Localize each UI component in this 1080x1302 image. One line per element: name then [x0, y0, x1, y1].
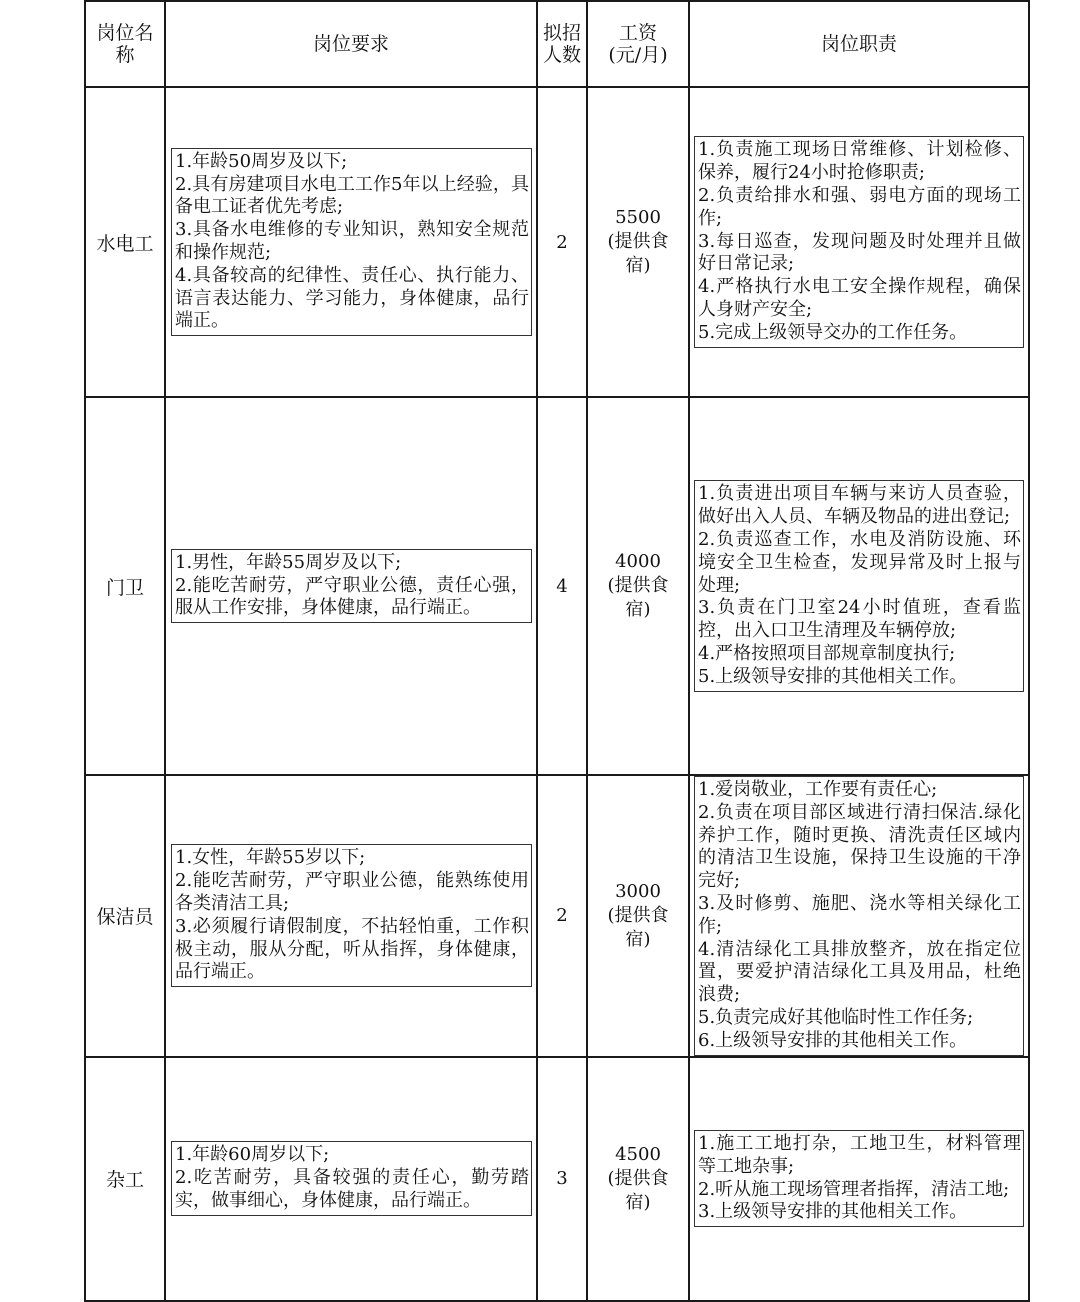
salary-value: 4000	[615, 551, 661, 572]
job-table-container	[84, 0, 1028, 1296]
cell-duties	[689, 87, 1029, 397]
salary-note: (提供食 宿)	[607, 1167, 669, 1213]
cell-count: 2	[537, 87, 587, 397]
header-requirements: 岗位要求	[165, 1, 537, 87]
header-salary: 工资 (元/月)	[587, 1, 689, 87]
cell-salary	[587, 775, 689, 1057]
salary-value: 5500	[615, 207, 661, 228]
duties-text: 1.爱岗敬业，工作要有责任心; 2.负责在项目部区域进行清扫保洁.绿化养护工作，随时更换、清洗责任区域内的清洁卫生设施，保持卫生设施的干净完好; 3.及时修剪、施肥、浇水等相关绿化工作; 4.清洁绿化工具排放整齐，放在指定位置，要爱护清洁绿化工具及用品，杜绝浪费; 5.负责完成好其他临时性工作任务; 6.上级领导安排的其他相关工作。	[694, 776, 1024, 1056]
duties-text: 1.施工工地打杂，工地卫生，材料管理等工地杂事; 2.听从施工现场管理者指挥，清洁工地; 3.上级领导安排的其他相关工作。	[694, 1130, 1024, 1227]
header-name: 岗位名 称	[85, 1, 165, 87]
requirements-text: 1.年龄60周岁以下; 2.吃苦耐劳，具备较强的责任心，勤劳踏实，做事细心，身体健康，品行端正。	[171, 1141, 532, 1215]
table-row	[85, 397, 1029, 775]
cell-count: 4	[537, 397, 587, 775]
duties-text: 1.负责施工现场日常维修、计划检修、保养，履行24小时抢修职责; 2.负责给排水和强、弱电方面的现场工作; 3.每日巡查，发现问题及时处理并且做好日常记录; 4.严格执行水电工安全操作规程，确保人身财产安全; 5.完成上级领导交办的工作任务。	[694, 136, 1024, 347]
header-duties: 岗位职责	[689, 1, 1029, 87]
duties-text: 1.负责进出项目车辆与来访人员查验，做好出入人员、车辆及物品的进出登记; 2.负责巡查工作，水电及消防设施、环境安全卫生检查，发现异常及时上报与处理; 3.负责在门卫室24小时值班，查看监控，出入口卫生清理及车辆停放; 4.严格按照项目部规章制度执行; 5.上级领导安排的其他相关工作。	[694, 480, 1024, 691]
cell-count: 2	[537, 775, 587, 1057]
cell-duties	[689, 397, 1029, 775]
cell-duties	[689, 775, 1029, 1057]
salary-note: (提供食 宿)	[607, 231, 669, 276]
cell-salary	[587, 1057, 689, 1301]
cell-requirements	[165, 87, 537, 397]
table-row	[85, 1057, 1029, 1301]
cell-requirements	[165, 397, 537, 775]
cell-requirements	[165, 1057, 537, 1301]
job-table	[84, 0, 1030, 1302]
table-row	[85, 775, 1029, 1057]
cell-name: 门卫	[85, 397, 165, 775]
salary-value: 3000	[615, 880, 661, 902]
table-row	[85, 87, 1029, 397]
cell-requirements	[165, 775, 537, 1057]
requirements-text: 1.女性，年龄55岁以下; 2.能吃苦耐劳，严守职业公德，能熟练使用各类清洁工具; 3.必须履行请假制度，不拈轻怕重，工作积极主动，服从分配，听从指挥，身体健康，品行端正。	[171, 844, 532, 987]
salary-note: (提供食 宿)	[607, 904, 669, 950]
requirements-text: 1.年龄50周岁及以下; 2.具有房建项目水电工工作5年以上经验，具备电工证者优先考虑; 3.具备水电维修的专业知识，熟知安全规范和操作规范; 4.具备较高的纪律性、责任心、执行能力、语言表达能力、学习能力，身体健康，品行端正。	[171, 148, 532, 336]
requirements-text: 1.男性，年龄55周岁及以下; 2.能吃苦耐劳，严守职业公德，责任心强，服从工作安排，身体健康，品行端正。	[171, 549, 532, 623]
cell-name: 保洁员	[85, 775, 165, 1057]
header-row	[85, 1, 1029, 87]
cell-count: 3	[537, 1057, 587, 1301]
cell-name: 杂工	[85, 1057, 165, 1301]
salary-note: (提供食 宿)	[607, 575, 669, 620]
cell-salary	[587, 87, 689, 397]
header-count: 拟招 人数	[537, 1, 587, 87]
cell-salary	[587, 397, 689, 775]
cell-name: 水电工	[85, 87, 165, 397]
salary-value: 4500	[615, 1143, 661, 1165]
cell-duties	[689, 1057, 1029, 1301]
